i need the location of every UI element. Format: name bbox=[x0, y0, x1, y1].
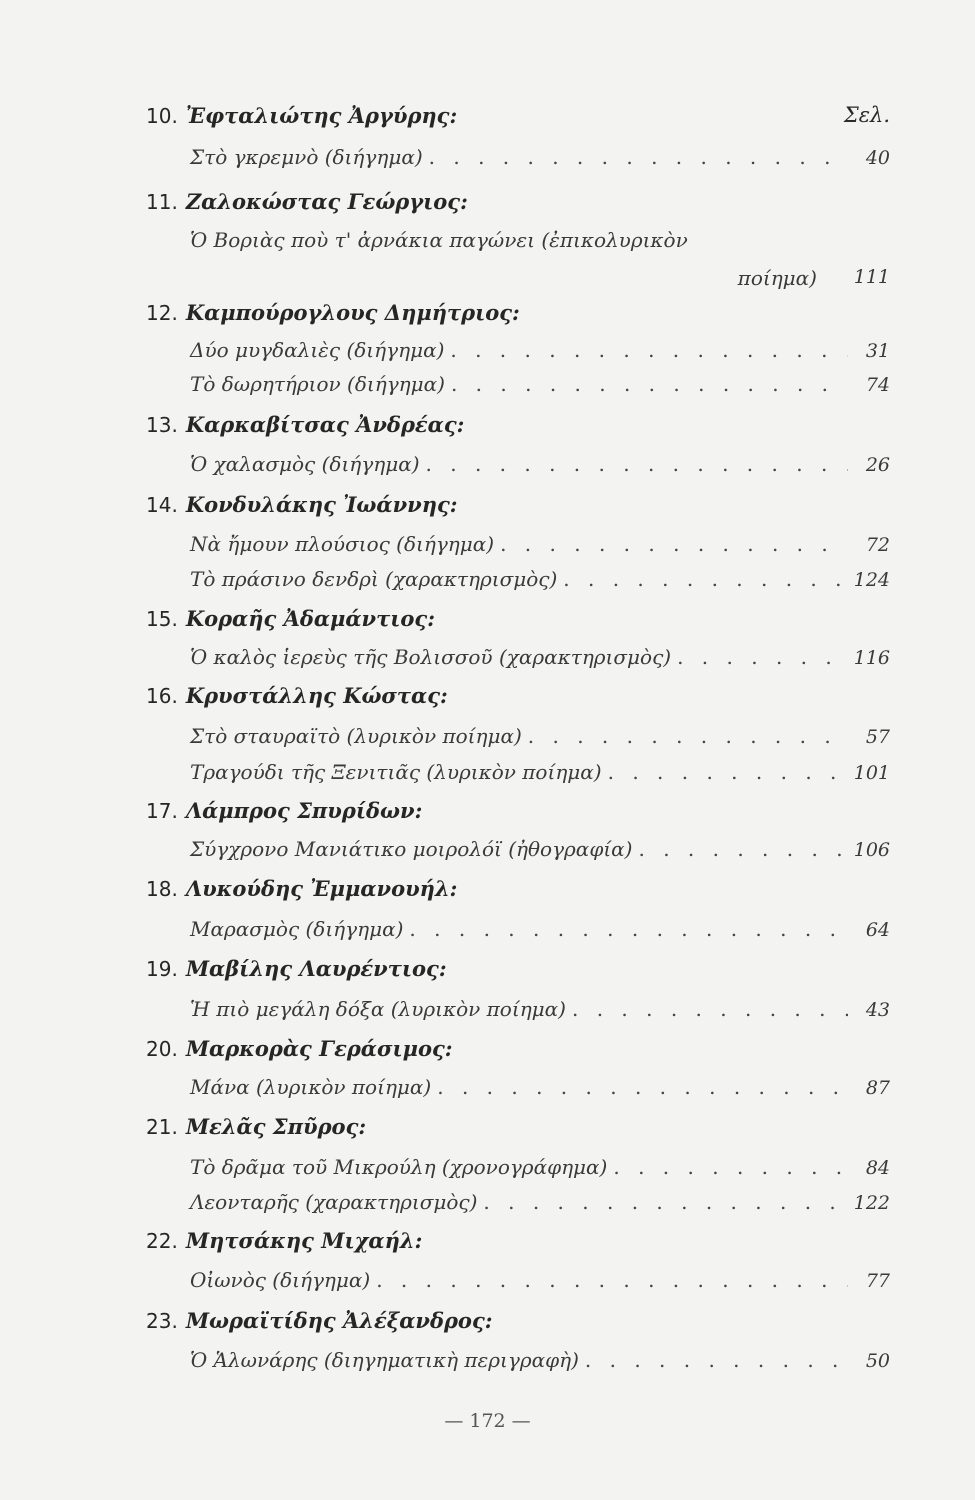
author-name: Κοραῆς Ἀδαμάντιος: bbox=[185, 606, 435, 631]
author-name: Κονδυλάκης Ἰωάννης: bbox=[185, 492, 458, 517]
page-footer-number: — 172 — bbox=[444, 1410, 531, 1432]
page-number: 31 bbox=[865, 340, 890, 362]
work-entry bbox=[190, 567, 890, 591]
page-number: 43 bbox=[865, 999, 890, 1021]
work-entry bbox=[190, 1075, 890, 1099]
author-heading bbox=[146, 956, 447, 981]
page-number: 50 bbox=[865, 1350, 890, 1372]
author-heading bbox=[146, 1036, 453, 1061]
work-title: Ὁ χαλασμὸς (διήγημα) bbox=[190, 452, 420, 476]
work-entry bbox=[190, 917, 890, 941]
author-name: Μαβίλης Λαυρέντιος: bbox=[185, 956, 447, 981]
author-heading bbox=[146, 103, 457, 128]
page-number: 74 bbox=[865, 374, 890, 396]
page-number: 26 bbox=[865, 454, 890, 476]
leader-dots bbox=[585, 1348, 848, 1372]
work-entry bbox=[190, 1348, 890, 1372]
leader-dots bbox=[638, 837, 847, 861]
entry-number: 14. bbox=[146, 493, 178, 517]
leader-dots bbox=[677, 645, 848, 669]
author-heading bbox=[146, 1228, 422, 1253]
author-heading bbox=[146, 1114, 366, 1139]
work-title: Ὁ Ἁλωνάρης (διηγηματικὴ περιγραφὴ) bbox=[190, 1348, 579, 1372]
work-title: Δύο μυγδαλιὲς (διήγημα) bbox=[190, 338, 445, 362]
entry-number: 15. bbox=[146, 607, 178, 631]
entry-number: 19. bbox=[146, 957, 178, 981]
author-name: Μωραϊτίδης Ἀλέξανδρος: bbox=[185, 1308, 493, 1333]
work-title: Λεονταρῆς (χαρακτηρισμὸς) bbox=[190, 1190, 478, 1214]
author-name: Μητσάκης Μιχαήλ: bbox=[185, 1228, 423, 1253]
author-name: Καρκαβίτσας Ἀνδρέας: bbox=[185, 412, 465, 437]
work-title: Στὸ γκρεμνὸ (διήγημα) bbox=[190, 145, 423, 169]
work-title: Ἡ πιὸ μεγάλη δόξα (λυρικὸν ποίημα) bbox=[190, 997, 566, 1021]
leader-dots bbox=[572, 997, 848, 1021]
work-title: Στὸ σταυραϊτὸ (λυρικὸν ποίημα) bbox=[190, 724, 522, 748]
work-entry bbox=[190, 1155, 890, 1179]
page-number: 111 bbox=[853, 266, 890, 288]
entry-number: 16. bbox=[146, 684, 178, 708]
entry-number: 11. bbox=[146, 190, 178, 214]
author-name: Καμπούρογλους Δημήτριος: bbox=[185, 300, 520, 325]
work-entry bbox=[190, 145, 890, 169]
author-name: Μελᾶς Σπῦρος: bbox=[185, 1114, 367, 1139]
leader-dots bbox=[437, 1075, 848, 1099]
author-name: Ζαλοκώστας Γεώργιος: bbox=[185, 189, 468, 214]
author-heading bbox=[146, 492, 458, 517]
work-title: Ὁ καλὸς ἱερεὺς τῆς Βολισσοῦ (χαρακτηρισμὸς) bbox=[190, 645, 672, 669]
entry-number: 20. bbox=[146, 1037, 178, 1061]
leader-dots bbox=[563, 567, 847, 591]
page-number: 84 bbox=[865, 1157, 890, 1179]
work-title: Οἰωνὸς (διήγημα) bbox=[190, 1268, 371, 1292]
work-entry bbox=[190, 228, 890, 252]
work-entry bbox=[190, 997, 890, 1021]
author-heading bbox=[146, 189, 468, 214]
entry-number: 21. bbox=[146, 1115, 178, 1139]
entry-number: 23. bbox=[146, 1309, 178, 1333]
page-number: 40 bbox=[865, 147, 890, 169]
work-title-continuation: ποίημα) bbox=[737, 266, 817, 290]
work-entry bbox=[190, 760, 890, 784]
page-number: 116 bbox=[853, 647, 890, 669]
leader-dots bbox=[608, 760, 848, 784]
work-entry bbox=[190, 372, 890, 396]
page-number: 87 bbox=[865, 1077, 890, 1099]
author-heading bbox=[146, 1308, 492, 1333]
author-heading bbox=[146, 798, 422, 823]
page-column-label: Σελ. bbox=[843, 103, 890, 127]
leader-dots bbox=[450, 338, 848, 362]
author-name: Μαρκορὰς Γεράσιμος: bbox=[185, 1036, 453, 1061]
work-title: Τραγούδι τῆς Ξενιτιᾶς (λυρικὸν ποίημα) bbox=[190, 760, 602, 784]
author-name: Λυκούδης Ἐμμανουήλ: bbox=[185, 876, 458, 901]
leader-dots bbox=[426, 452, 848, 476]
author-heading bbox=[146, 606, 435, 631]
page-number: 64 bbox=[865, 919, 890, 941]
entry-number: 17. bbox=[146, 799, 178, 823]
page-number: 77 bbox=[865, 1270, 890, 1292]
entry-number: 10. bbox=[146, 104, 178, 128]
work-title: Νὰ ἤμουν πλούσιος (διήγημα) bbox=[190, 532, 495, 556]
work-entry bbox=[190, 1268, 890, 1292]
work-entry bbox=[190, 452, 890, 476]
author-name: Ἐφταλιώτης Ἀργύρης: bbox=[185, 103, 458, 128]
entry-number: 18. bbox=[146, 877, 178, 901]
work-title: Τὸ δωρητήριον (διήγημα) bbox=[190, 372, 445, 396]
leader-dots bbox=[376, 1268, 848, 1292]
author-heading bbox=[146, 683, 448, 708]
page-number: 57 bbox=[865, 726, 890, 748]
leader-dots bbox=[500, 532, 848, 556]
work-title: Μαρασμὸς (διήγημα) bbox=[190, 917, 404, 941]
leader-dots bbox=[429, 145, 848, 169]
work-title: Ὁ Βοριὰς ποὺ τ' ἀρνάκια παγώνει (ἐπικολυρικὸν bbox=[190, 228, 688, 252]
leader-dots bbox=[613, 1155, 848, 1179]
author-heading bbox=[146, 300, 520, 325]
leader-dots bbox=[483, 1190, 847, 1214]
entry-number: 22. bbox=[146, 1229, 178, 1253]
work-title: Μάνα (λυρικὸν ποίημα) bbox=[190, 1075, 432, 1099]
author-name: Κρυστάλλης Κώστας: bbox=[185, 683, 448, 708]
leader-dots bbox=[528, 724, 848, 748]
entry-number: 12. bbox=[146, 301, 178, 325]
work-title: Τὸ πράσινο δενδρὶ (χαρακτηρισμὸς) bbox=[190, 567, 558, 591]
work-title: Σύγχρονο Μανιάτικο μοιρολόϊ (ἠθογραφία) bbox=[190, 837, 633, 861]
page-number: 72 bbox=[865, 534, 890, 556]
work-entry bbox=[190, 1190, 890, 1214]
work-entry bbox=[190, 837, 890, 861]
page-number: 101 bbox=[853, 762, 890, 784]
work-entry bbox=[190, 645, 890, 669]
entry-number: 13. bbox=[146, 413, 178, 437]
author-heading bbox=[146, 876, 457, 901]
author-name: Λάμπρος Σπυρίδων: bbox=[185, 798, 423, 823]
leader-dots bbox=[409, 917, 848, 941]
page-number: 106 bbox=[853, 839, 890, 861]
work-entry bbox=[190, 532, 890, 556]
page-number: 122 bbox=[853, 1192, 890, 1214]
work-entry bbox=[190, 338, 890, 362]
author-heading bbox=[146, 412, 464, 437]
work-entry bbox=[190, 724, 890, 748]
leader-dots bbox=[451, 372, 848, 396]
work-title: Τὸ δρᾶμα τοῦ Μικρούλη (χρονογράφημα) bbox=[190, 1155, 608, 1179]
page-number: 124 bbox=[853, 569, 890, 591]
